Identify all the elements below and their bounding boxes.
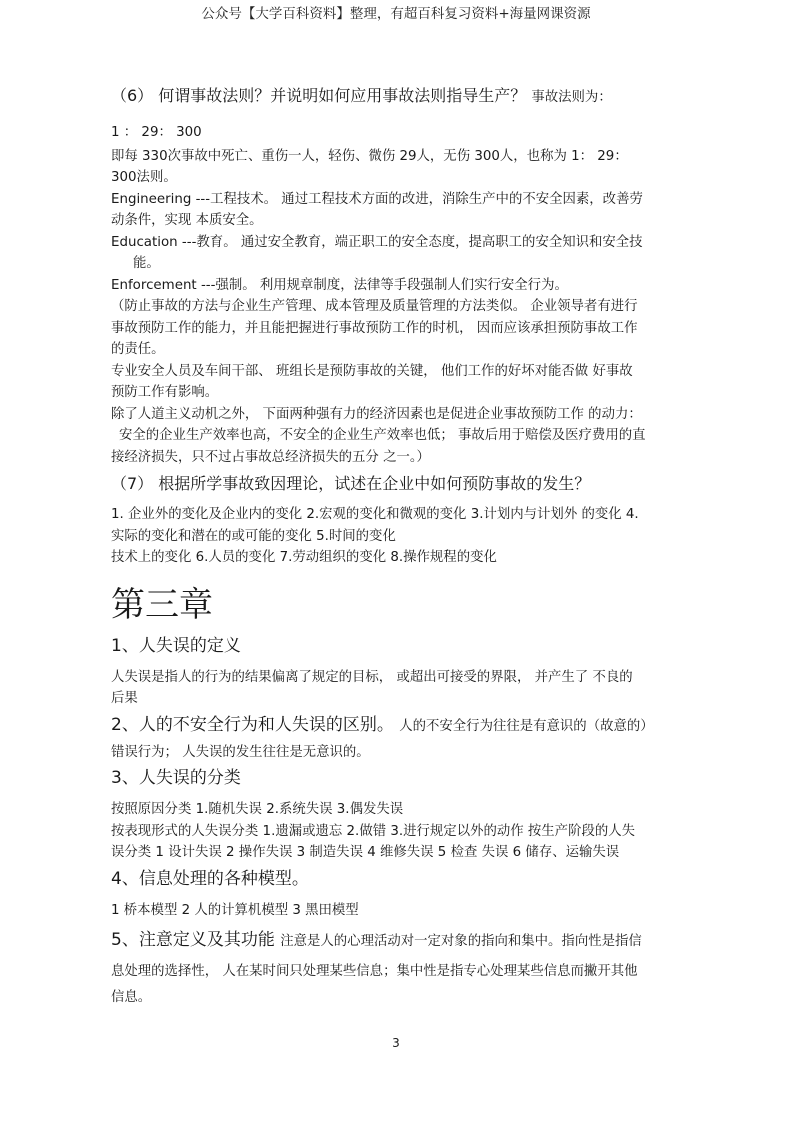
enforcement: Enforcement ---强制。 利用规章制度，法律等手段强制人们实行安全行为。 bbox=[111, 277, 568, 293]
ratio-meaning-1: 即每 330次事故中死亡、重伤一人，轻伤、微伤 29人，无伤 300人，也称为 1： 29： bbox=[111, 148, 628, 164]
economic-3: 接经济损失，只不过占事故总经济损失的五分 之一。） bbox=[111, 449, 430, 465]
page-number: 3 bbox=[392, 1036, 400, 1050]
section-3-body-2: 按表现形式的人失误分类 1.遗漏或遗忘 2.做错 3.进行规定以外的动作 按生产阶段的人失 bbox=[111, 823, 636, 839]
section-4-body: 1 桥本模型 2 人的计算机模型 3 黑田模型 bbox=[111, 902, 359, 918]
page-header: 公众号【大学百科资料】整理，有超百科复习资料+海量网课资源 bbox=[201, 6, 591, 22]
prevention-2: 事故预防工作的能力，并且能把握进行事故预防工作的时机， 因而应该承担预防事故工作 bbox=[111, 320, 638, 336]
section-5-body-1: 息处理的选择性， 人在某时间只处理某些信息；集中性是指专心处理某些信息而撇开其他 bbox=[111, 964, 638, 979]
economic-2: 安全的企业生产效率也高，不安全的企业生产效率也低； 事故后用于赔偿及医疗费用的直 bbox=[119, 428, 646, 443]
changes-2: 实际的变化和潜在的或可能的变化 5.时间的变化 bbox=[111, 528, 396, 544]
section-2-body: 错误行为； 人失误的发生往往是无意识的。 bbox=[111, 744, 370, 760]
prevention-1: （防止事故的方法与企业生产管理、成本管理及质量管理的方法类似。 企业领导者有进行 bbox=[111, 299, 638, 314]
section-3-body-3: 误分类 1 设计失误 2 操作失误 3 制造失误 4 维修失误 5 检查 失误 6 储存、运输失误 bbox=[111, 845, 620, 860]
question-6-text: （6） 何谓事故法则？并说明如何应用事故法则指导生产？ bbox=[111, 86, 527, 105]
section-4-title: 4、信息处理的各种模型。 bbox=[111, 868, 309, 889]
changes-3: 技术上的变化 6.人员的变化 7.劳动组织的变化 8.操作规程的变化 bbox=[111, 550, 497, 565]
education-1: Education ---教育。 通过安全教育，端正职工的安全态度，提高职工的安全知识和安全技 bbox=[111, 234, 643, 250]
page-content bbox=[111, 80, 686, 1008]
section-5-body-2: 信息。 bbox=[111, 989, 152, 1005]
accident-ratio: 1 ： 29： 300 bbox=[111, 125, 202, 140]
chapter-title: 第三章 bbox=[111, 584, 213, 625]
section-5-tail: 注意是人的心理活动对一定对象的指向和集中。指向性是指信 bbox=[280, 934, 642, 949]
section-2-heading: 2、人的不安全行为和人失误的区别。 bbox=[111, 714, 394, 735]
question-6 bbox=[111, 82, 686, 112]
section-1-body-2: 后果 bbox=[111, 691, 138, 706]
section-5-title bbox=[111, 925, 686, 957]
staff-1: 专业安全人员及车间干部、 班组长是预防事故的关键， 他们工作的好坏对能否做 好事故 bbox=[111, 363, 633, 379]
staff-2: 预防工作有影响。 bbox=[111, 385, 219, 400]
education-2: 能。 bbox=[133, 256, 160, 271]
section-2-title bbox=[111, 710, 686, 742]
question-6-tail: 事故法则为： bbox=[531, 90, 612, 105]
section-3-body-1: 按照原因分类 1.随机失误 2.系统失误 3.偶发失误 bbox=[111, 802, 404, 817]
economic-1: 除了人道主义动机之外， 下面两种强有力的经济因素也是促进企业事故预防工作 的动力： bbox=[111, 406, 642, 422]
prevention-3: 的责任。 bbox=[111, 342, 165, 357]
section-1-title: 1、人失误的定义 bbox=[111, 635, 241, 656]
engineering-1: Engineering ---工程技术。 通过工程技术方面的改进，消除生产中的不安全因素，改善劳 bbox=[111, 191, 643, 207]
section-5-heading: 5、注意定义及其功能 bbox=[111, 930, 275, 950]
section-3-title: 3、人失误的分类 bbox=[111, 768, 241, 788]
question-7: （7） 根据所学事故致因理论，试述在企业中如何预防事故的发生？ bbox=[111, 474, 591, 493]
engineering-2: 动条件，实现 本质安全。 bbox=[111, 213, 263, 228]
ratio-meaning-2: 300法则。 bbox=[111, 170, 177, 185]
changes-1: 1. 企业外的变化及企业内的变化 2.宏观的变化和微观的变化 3.计划内与计划外 的变化 4. bbox=[111, 507, 639, 522]
section-1-body-1: 人失误是指人的行为的结果偏离了规定的目标， 或超出可接受的界限， 并产生了 不良的 bbox=[111, 669, 633, 685]
section-2-tail: 人的不安全行为往往是有意识的（故意的） bbox=[399, 718, 654, 734]
